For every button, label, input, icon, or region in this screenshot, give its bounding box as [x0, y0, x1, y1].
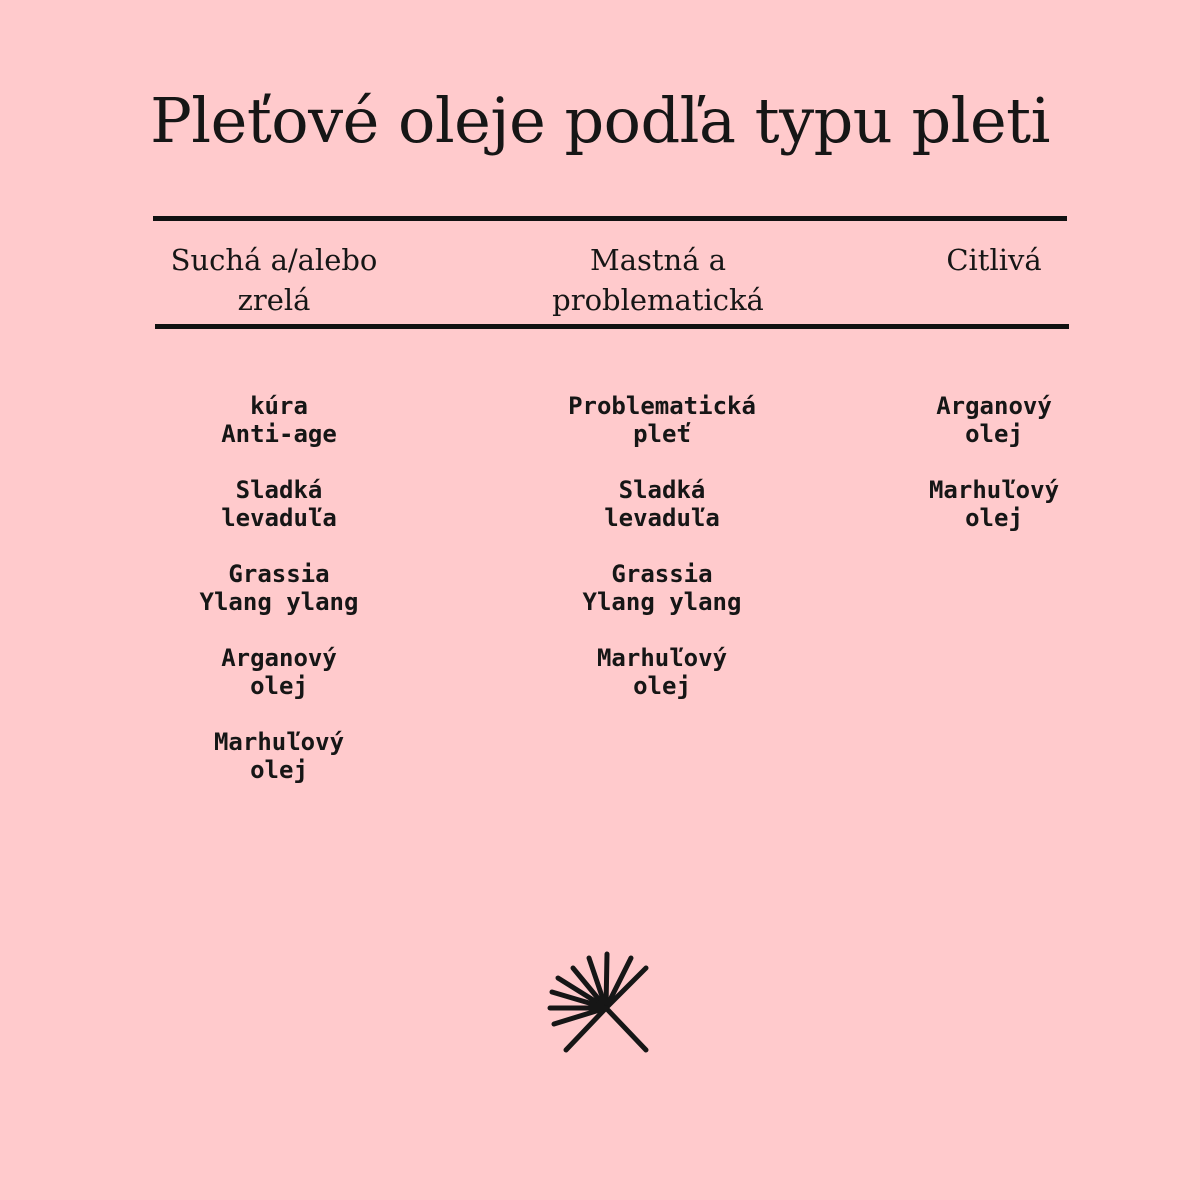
list-item-line: Sladká	[618, 476, 706, 504]
list-item	[512, 644, 812, 700]
list-item-line: olej	[250, 672, 308, 700]
list-item	[129, 392, 429, 448]
column-header-line: Suchá a/alebo	[170, 243, 378, 277]
table-top-rule	[153, 216, 1067, 221]
list-item-line: levaduľa	[221, 504, 337, 532]
column-header-line: problematická	[552, 283, 764, 317]
list-item	[129, 560, 429, 616]
list-item	[512, 560, 812, 616]
list-item-line: pleť	[633, 420, 691, 448]
list-item	[844, 392, 1144, 448]
column-header-oily-problematic	[478, 240, 838, 320]
table-header-rule	[155, 324, 1069, 329]
list-item-line: Marhuľový	[213, 728, 345, 756]
list-item	[129, 476, 429, 532]
list-item-line: Problematická	[568, 392, 756, 420]
list-item-line: Marhuľový	[928, 476, 1060, 504]
list-item-line: Grassia	[228, 560, 330, 588]
list-item-line: levaduľa	[604, 504, 720, 532]
oil-list-sensitive	[844, 392, 1144, 560]
list-item-line: Arganový	[221, 644, 337, 672]
starburst-logo-icon	[540, 946, 660, 1066]
list-item-line: olej	[250, 756, 308, 784]
list-item-line: Sladká	[235, 476, 323, 504]
page-title: Pleťové oleje podľa typu pleti	[150, 84, 1050, 157]
list-item-line: olej	[965, 420, 1023, 448]
list-item-line: kúra	[250, 392, 308, 420]
list-item-line: Arganový	[936, 392, 1052, 420]
list-item	[512, 476, 812, 532]
oil-list-oily-problematic	[512, 392, 812, 728]
oil-list-dry-mature	[129, 392, 429, 812]
list-item-line: olej	[633, 672, 691, 700]
column-header-line: Mastná a	[590, 243, 726, 277]
column-header-line: Citlivá	[946, 243, 1042, 277]
list-item	[512, 392, 812, 448]
column-header-sensitive	[844, 240, 1144, 280]
column-header-line: zrelá	[237, 283, 311, 317]
list-item-line: Grassia	[611, 560, 713, 588]
list-item	[129, 728, 429, 784]
list-item	[129, 644, 429, 700]
list-item-line: olej	[965, 504, 1023, 532]
list-item-line: Ylang ylang	[199, 588, 359, 616]
list-item-line: Marhuľový	[596, 644, 728, 672]
list-item	[844, 476, 1144, 532]
column-header-dry-mature	[94, 240, 454, 320]
list-item-line: Anti-age	[221, 420, 337, 448]
list-item-line: Ylang ylang	[582, 588, 742, 616]
